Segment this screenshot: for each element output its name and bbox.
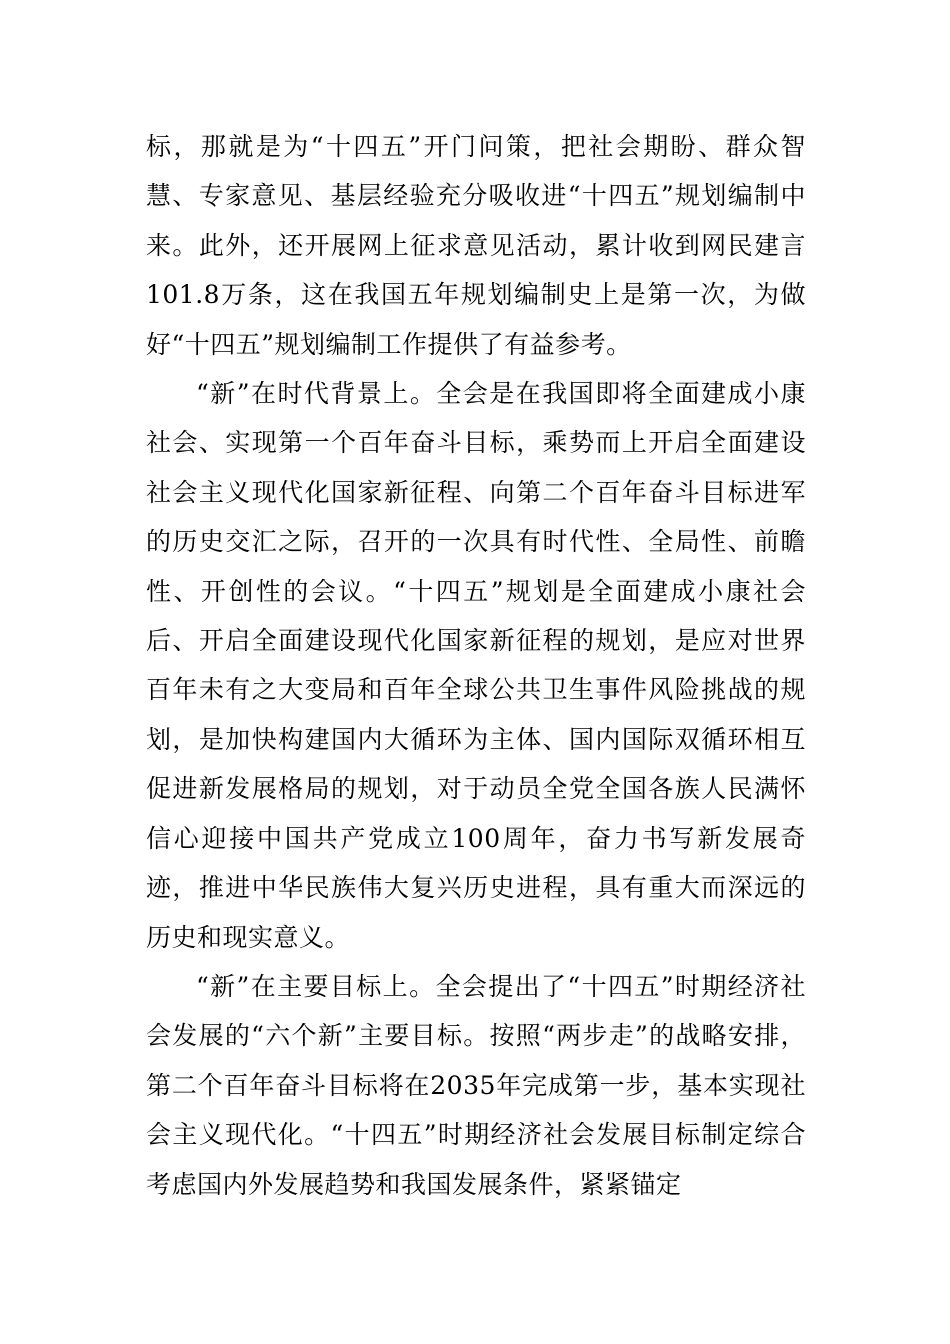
paragraph-continuation bbox=[146, 122, 806, 369]
paragraph-lead: “新”在时代背景上。 bbox=[196, 379, 437, 409]
paragraph-era-background bbox=[146, 369, 806, 962]
paragraph-text: 全会提出了“十四五”时期经济社会发展的“六个新”主要目标。按照“两步走”的战略安排，第二个百年奋斗目标将在2035年完成第一步，基本实现社会主义现代化。“十四五”时期经济社会发展目标制定综合考虑国内外发展趋势和我国发展条件，紧紧锚定 bbox=[146, 971, 806, 1199]
paragraph-main-goals bbox=[146, 962, 806, 1209]
paragraph-lead: “新”在主要目标上。 bbox=[196, 971, 436, 1001]
paragraph-text: 全会是在我国即将全面建成小康社会、实现第一个百年奋斗目标，乘势而上开启全面建设社会主义现代化国家新征程、向第二个百年奋斗目标进军的历史交汇之际，召开的一次具有时代性、全局性、前瞻性、开创性的会议。“十四五”规划是全面建成小康社会后、开启全面建设现代化国家新征程的规划，是应对世界百年未有之大变局和百年全球公共卫生事件风险挑战的规划，是加快构建国内大循环为主体、国内国际双循环相互促进新发展格局的规划，对于动员全党全国各族人民满怀信心迎接中国共产党成立100周年，奋力书写新发展奇迹，推进中华民族伟大复兴历史进程，具有重大而深远的历史和现实意义。 bbox=[146, 379, 806, 952]
body-text bbox=[146, 122, 806, 1209]
paragraph-text: 标，那就是为“十四五”开门问策，把社会期盼、群众智慧、专家意见、基层经验充分吸收进“十四五”规划编制中来。此外，还开展网上征求意见活动，累计收到网民建言101.8万条，这在我国五年规划编制史上是第一次，为做好“十四五”规划编制工作提供了有益参考。 bbox=[146, 132, 806, 359]
